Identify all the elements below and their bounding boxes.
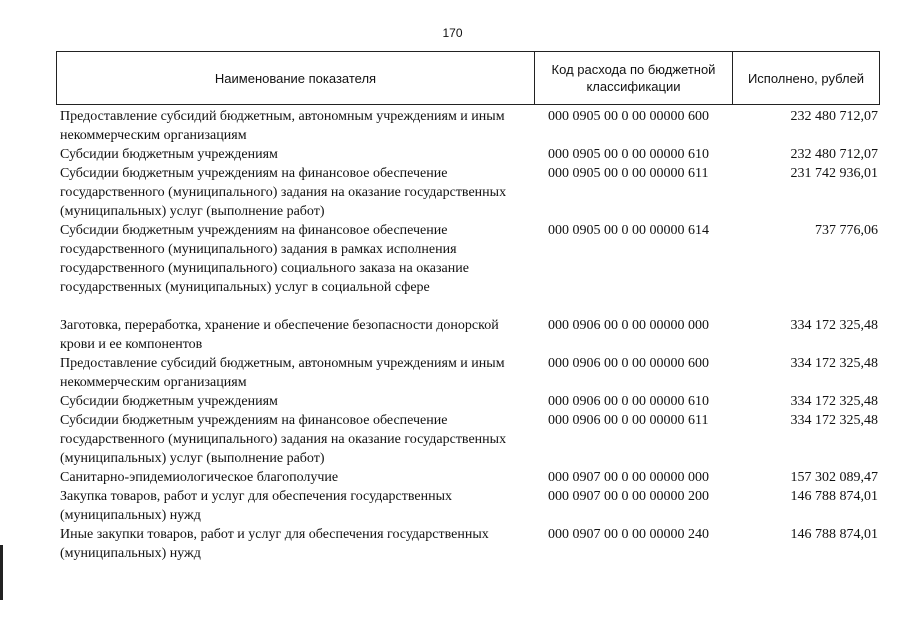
header-code: Код расхода по бюджетной классификации <box>535 52 733 104</box>
table-row <box>56 525 880 563</box>
row-code: 000 0907 00 0 00 00000 200 <box>548 489 709 504</box>
table-row <box>56 221 880 297</box>
row-code: 000 0906 00 0 00 00000 610 <box>548 394 709 409</box>
row-code: 000 0906 00 0 00 00000 611 <box>548 413 709 428</box>
row-amount: 231 742 936,01 <box>790 166 878 181</box>
expenditure-table <box>56 51 880 563</box>
row-name: Предоставление субсидий бюджетным, автономным учреждениям и иным некоммерческим организациям <box>60 109 505 143</box>
row-amount: 334 172 325,48 <box>790 413 878 428</box>
row-code: 000 0905 00 0 00 00000 611 <box>548 166 709 181</box>
table-row <box>56 411 880 468</box>
row-name: Субсидии бюджетным учреждениям на финансовое обеспечение государственного (муниципального) задания на оказание государственных (муниципальных) услуг (выполнение работ) <box>60 166 507 219</box>
row-amount: 334 172 325,48 <box>790 394 878 409</box>
row-amount: 232 480 712,07 <box>790 147 878 162</box>
row-amount: 146 788 874,01 <box>790 489 878 504</box>
table-row <box>56 468 880 487</box>
header-name: Наименование показателя <box>57 52 535 104</box>
row-amount: 146 788 874,01 <box>790 527 878 542</box>
scan-edge-mark <box>0 545 3 600</box>
row-name: Субсидии бюджетным учреждениям на финансовое обеспечение государственного (муниципального) задания в рамках исполнения государственного (муниципального) социального заказа на оказание государственных (муниципальных) услуг в социальной сфере <box>60 223 469 295</box>
row-name: Субсидии бюджетным учреждениям <box>60 394 278 409</box>
table-row <box>56 354 880 392</box>
row-amount: 334 172 325,48 <box>790 318 878 333</box>
row-code: 000 0905 00 0 00 00000 610 <box>548 147 709 162</box>
table-row <box>56 487 880 525</box>
table-row <box>56 164 880 221</box>
row-name: Санитарно-эпидемиологическое благополучие <box>60 470 339 485</box>
row-amount: 334 172 325,48 <box>790 356 878 371</box>
row-name: Заготовка, переработка, хранение и обеспечение безопасности донорской крови и ее компонентов <box>60 318 499 352</box>
row-name: Иные закупки товаров, работ и услуг для обеспечения государственных (муниципальных) нужд <box>60 527 489 561</box>
table-row <box>56 316 880 354</box>
row-name: Субсидии бюджетным учреждениям <box>60 147 278 162</box>
row-amount: 232 480 712,07 <box>790 109 878 124</box>
row-name: Закупка товаров, работ и услуг для обеспечения государственных (муниципальных) нужд <box>60 489 453 523</box>
row-code: 000 0907 00 0 00 00000 000 <box>548 470 709 485</box>
page-number: 170 <box>442 26 463 40</box>
row-name: Субсидии бюджетным учреждениям на финансовое обеспечение государственного (муниципального) задания на оказание государственных (муниципальных) услуг (выполнение работ) <box>60 413 507 466</box>
row-code: 000 0906 00 0 00 00000 000 <box>548 318 709 333</box>
table-body <box>56 107 880 563</box>
header-amount: Исполнено, рублей <box>747 70 865 86</box>
row-amount: 737 776,06 <box>815 223 878 238</box>
row-name: Предоставление субсидий бюджетным, автономным учреждениям и иным некоммерческим организациям <box>60 356 505 390</box>
table-header <box>56 51 880 105</box>
table-row <box>56 107 880 145</box>
row-amount: 157 302 089,47 <box>790 470 878 485</box>
row-code: 000 0905 00 0 00 00000 614 <box>548 223 709 238</box>
table-row <box>56 392 880 411</box>
row-code: 000 0906 00 0 00 00000 600 <box>548 356 709 371</box>
table-row <box>56 145 880 164</box>
row-code: 000 0905 00 0 00 00000 600 <box>548 109 709 124</box>
row-code: 000 0907 00 0 00 00000 240 <box>548 527 709 542</box>
